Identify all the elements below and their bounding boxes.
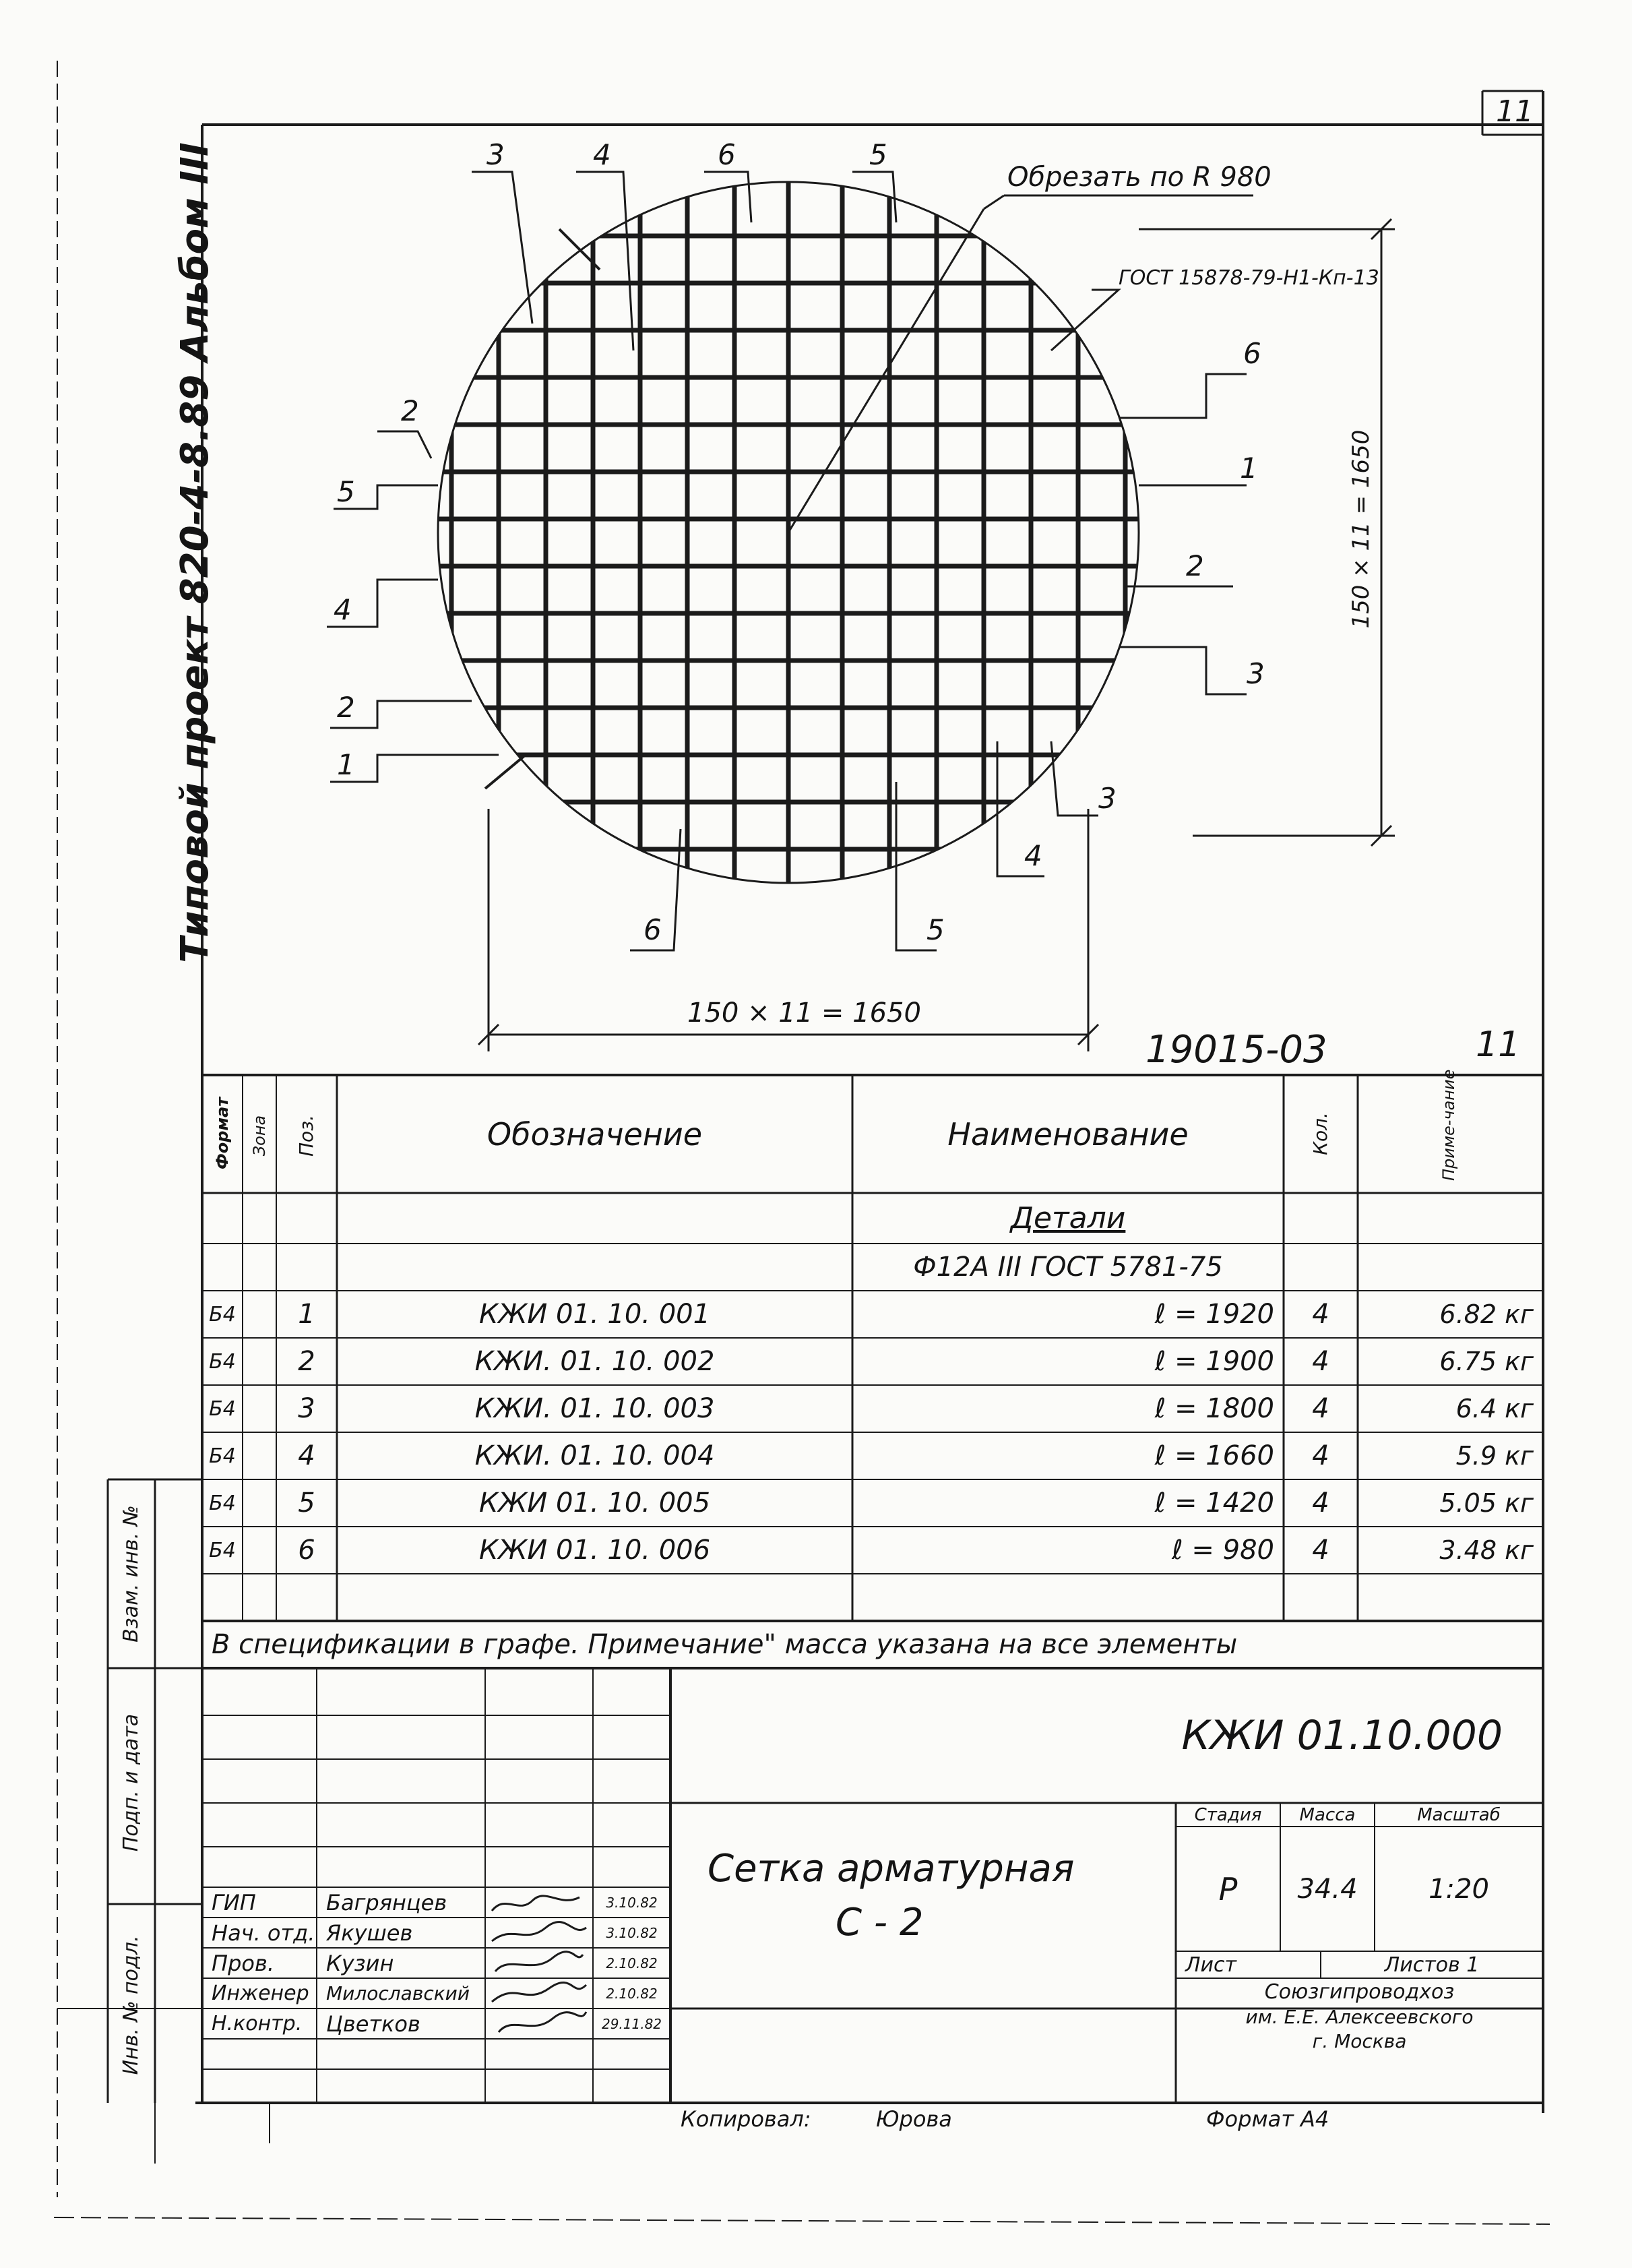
stage-value: Р [1218, 1870, 1238, 1907]
callout-bottom-4: 4 [1024, 839, 1042, 872]
row-format: Б4 [209, 1302, 236, 1326]
archive-number: 19015-03 [1145, 1028, 1327, 1072]
date: 29.11.82 [601, 2015, 662, 2032]
stamp-inv-dup: Взам. инв. № [119, 1505, 143, 1643]
header-name: Наименование [947, 1115, 1189, 1153]
org-line3: г. Москва [1312, 2029, 1407, 2052]
dim-vertical: 150 × 11 = 1650 [1348, 429, 1375, 629]
copier-name: Юрова [876, 2106, 952, 2132]
person-name: Цветков [326, 2011, 420, 2037]
callout-right-6: 6 [1243, 337, 1261, 370]
row-name: ℓ = 1660 [1154, 1440, 1274, 1471]
callout-top-6: 6 [718, 138, 736, 171]
callout-left-2b: 2 [337, 691, 355, 724]
doc-title-line2: С - 2 [836, 1901, 924, 1944]
person-name: Багрянцев [326, 1889, 447, 1915]
row-format: Б4 [209, 1491, 236, 1515]
row-note: 6.4 кг [1455, 1394, 1534, 1423]
row-designation: КЖИ 01. 10. 005 [478, 1488, 711, 1519]
row-designation: КЖИ 01. 10. 001 [478, 1299, 711, 1330]
gost-note: ГОСТ 15878-79-Н1-Кп-13 [1119, 266, 1379, 290]
callout-right-1: 1 [1240, 452, 1258, 485]
row-qty: 4 [1312, 1535, 1329, 1566]
cut-note: Обрезать по R 980 [1007, 162, 1272, 193]
callout-top-5: 5 [869, 138, 887, 171]
scale-value: 1:20 [1429, 1873, 1489, 1905]
row-pos: 2 [298, 1346, 315, 1377]
callout-top-3: 3 [487, 138, 505, 171]
row-designation: КЖИ 01. 10. 006 [478, 1535, 711, 1566]
row-designation: КЖИ. 01. 10. 003 [474, 1393, 715, 1424]
row-name: ℓ = 1420 [1154, 1488, 1274, 1519]
callout-right-3b: 3 [1247, 657, 1265, 690]
header-zone: Зона [250, 1115, 269, 1157]
row-pos: 1 [298, 1299, 315, 1330]
role: ГИП [212, 1889, 256, 1915]
row-qty: 4 [1312, 1299, 1329, 1330]
row-name: ℓ = 980 [1172, 1535, 1274, 1566]
callout-bottom-6: 6 [644, 913, 662, 946]
row-qty: 4 [1312, 1346, 1329, 1377]
row-pos: 6 [298, 1535, 315, 1566]
row-note: 5.05 кг [1439, 1488, 1534, 1518]
role: Нач. отд. [212, 1920, 315, 1946]
col-scale: Масштаб [1417, 1804, 1501, 1825]
org-line1: Союзгипроводхоз [1264, 1980, 1455, 2004]
row-note: 6.75 кг [1439, 1347, 1534, 1376]
date: 3.10.82 [606, 1894, 658, 1911]
date: 2.10.82 [606, 1985, 658, 2002]
header-designation: Обозначение [487, 1115, 703, 1153]
header-format: Формат [213, 1097, 232, 1169]
col-stage: Стадия [1194, 1804, 1262, 1825]
callout-left-1: 1 [337, 748, 355, 781]
role: Пров. [212, 1950, 274, 1976]
header-qty: Кол. [1309, 1112, 1331, 1155]
person-name: Якушев [326, 1920, 413, 1946]
sheets-label: Листов 1 [1384, 1953, 1480, 1977]
date: 2.10.82 [606, 1955, 658, 1971]
row-designation: КЖИ. 01. 10. 002 [474, 1346, 715, 1377]
doc-title-line1: Сетка арматурная [708, 1847, 1075, 1891]
row-name: ℓ = 1920 [1154, 1299, 1274, 1330]
row-name: ℓ = 1900 [1154, 1346, 1274, 1377]
callout-left-5: 5 [337, 475, 355, 508]
person-name: Милославский [326, 1982, 470, 2004]
row-note: 6.82 кг [1439, 1299, 1534, 1329]
mesh-drawing [0, 0, 1632, 1078]
header-pos: Поз. [295, 1115, 317, 1157]
row-name: ℓ = 1800 [1154, 1393, 1274, 1424]
person-name: Кузин [326, 1950, 394, 1976]
row-format: Б4 [209, 1397, 236, 1421]
col-mass: Масса [1299, 1804, 1356, 1825]
callout-top-4: 4 [593, 138, 611, 171]
date: 3.10.82 [606, 1924, 658, 1941]
role: Н.контр. [212, 2012, 303, 2035]
role: Инженер [212, 1982, 309, 2005]
format-label: Формат А4 [1206, 2106, 1329, 2132]
callout-bottom-5: 5 [927, 913, 945, 946]
archive-sheet: 11 [1476, 1024, 1521, 1065]
org-line2: им. Е.Е. Алексеевского [1245, 2005, 1474, 2028]
row-pos: 3 [298, 1393, 315, 1424]
spec-footnote: В спецификации в графе. Примечание" масса указана на все элементы [212, 1629, 1238, 1660]
callout-left-4: 4 [334, 593, 352, 626]
row-format: Б4 [209, 1538, 236, 1562]
material-line: Ф12А III ГОСТ 5781-75 [913, 1252, 1223, 1283]
callout-right-3: 3 [1098, 782, 1117, 815]
doc-code: КЖИ 01.10.000 [1181, 1712, 1503, 1759]
page-number: 11 [1496, 94, 1534, 129]
mass-value: 34.4 [1297, 1873, 1358, 1905]
row-format: Б4 [209, 1444, 236, 1468]
callout-left-2: 2 [401, 394, 419, 427]
row-qty: 4 [1312, 1393, 1329, 1424]
left-stamp-title: Типовой проект 820-4-8.89 Альбом III [173, 142, 217, 963]
section-title: Детали [1010, 1201, 1126, 1235]
header-note: Приме-чание [1439, 1069, 1458, 1181]
row-qty: 4 [1312, 1488, 1329, 1519]
callout-right-2: 2 [1186, 549, 1204, 582]
copied-label: Копировал: [681, 2106, 811, 2132]
stamp-sign-date: Подп. и дата [119, 1713, 143, 1852]
row-designation: КЖИ. 01. 10. 004 [474, 1440, 715, 1471]
row-format: Б4 [209, 1349, 236, 1374]
row-note: 3.48 кг [1439, 1535, 1534, 1565]
row-pos: 5 [298, 1488, 315, 1519]
sheet-label: Лист [1185, 1953, 1237, 1977]
signatures-image [485, 1887, 593, 2039]
row-qty: 4 [1312, 1440, 1329, 1471]
stamp-inv-orig: Инв. № подл. [119, 1935, 143, 2075]
row-note: 5.9 кг [1455, 1441, 1534, 1471]
row-pos: 4 [298, 1440, 315, 1471]
dim-horizontal: 150 × 11 = 1650 [687, 998, 921, 1029]
